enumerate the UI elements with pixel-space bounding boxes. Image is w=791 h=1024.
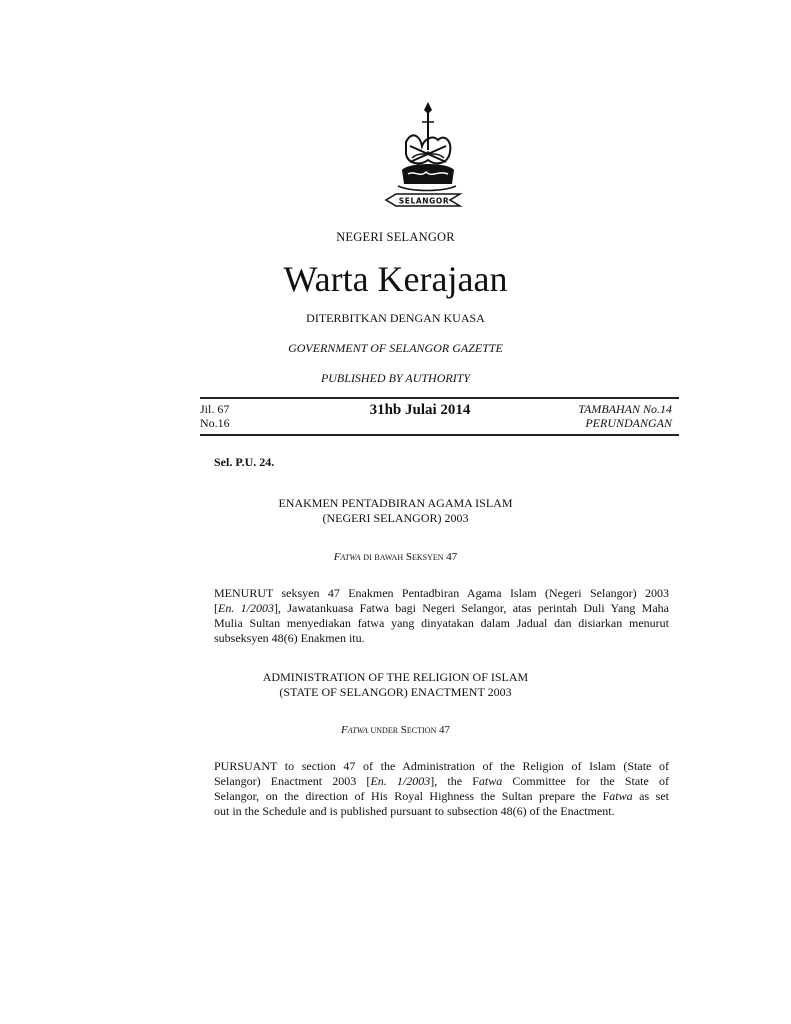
malay-para-line: subseksyen 48(6) Enakmen itu.	[214, 631, 365, 645]
english-paragraph	[214, 759, 669, 819]
malay-heading	[0, 496, 791, 526]
malay-heading-line1: ENAKMEN PENTADBIRAN AGAMA ISLAM	[278, 496, 513, 510]
english-para-line: PURSUANT to section 47 of the Administration of the Religion of Islam (State of	[214, 759, 669, 773]
issued-by-authority-malay: DITERBITKAN DENGAN KUASA	[306, 311, 485, 325]
malay-subheading-fatwa: Fatwa	[333, 551, 361, 563]
header-rule-top	[200, 397, 679, 399]
malay-subheading-rest: di bawah Seksyen 47	[360, 551, 458, 563]
malay-para-line: Mulia Sultan menyediakan fatwa yang dinyatakan dalam Jadual dan disiarkan menurut	[214, 616, 669, 630]
publication-date: 31hb Julai 2014	[369, 402, 471, 418]
state-name: NEGERI SELANGOR	[336, 230, 455, 244]
english-para-line: Selangor) Enactment 2003 [En. 1/2003], the Fatwa Committee for the State of	[214, 774, 669, 788]
volume-info	[200, 402, 230, 430]
reference-number: Sel. P.U. 24.	[214, 455, 275, 469]
english-para-line: Selangor, on the direction of His Royal Highness the Sultan prepare the Fatwa as set	[214, 789, 669, 803]
published-by-authority: PUBLISHED BY AUTHORITY	[320, 371, 471, 385]
english-subheading	[0, 724, 791, 736]
english-para-line: out in the Schedule and is published pursuant to subsection 48(6) of the Enactment.	[214, 804, 615, 818]
malay-paragraph	[214, 586, 669, 646]
malay-heading-line2: (NEGERI SELANGOR) 2003	[322, 511, 469, 525]
english-heading	[0, 670, 791, 700]
english-heading-line2: (STATE OF SELANGOR) ENACTMENT 2003	[279, 685, 512, 699]
malay-subheading	[0, 551, 791, 563]
gazette-title: Warta Kerajaan	[283, 259, 508, 299]
english-subheading-rest: under Section 47	[367, 724, 451, 736]
gazette-name-english: GOVERNMENT OF SELANGOR GAZETTE	[288, 341, 503, 355]
english-heading-line1: ADMINISTRATION OF THE RELIGION OF ISLAM	[262, 670, 529, 684]
crest-ribbon-text: SELANGOR	[398, 196, 450, 206]
supplement-number: TAMBAHAN No.14	[578, 402, 672, 416]
volume-number: Jil. 67	[200, 402, 230, 416]
issue-number: No.16	[200, 416, 230, 430]
header-rule-bottom	[200, 434, 679, 436]
selangor-crest-icon	[372, 100, 466, 224]
category-label: PERUNDANGAN	[585, 416, 672, 430]
english-subheading-fatwa: Fatwa	[340, 724, 368, 736]
supplement-info	[479, 402, 672, 430]
malay-para-line: MENURUT seksyen 47 Enakmen Pentadbiran Agama Islam (Negeri Selangor) 2003	[214, 586, 669, 600]
malay-para-line: [En. 1/2003], Jawatankuasa Fatwa bagi Negeri Selangor, atas perintah Duli Yang Maha	[214, 601, 669, 615]
